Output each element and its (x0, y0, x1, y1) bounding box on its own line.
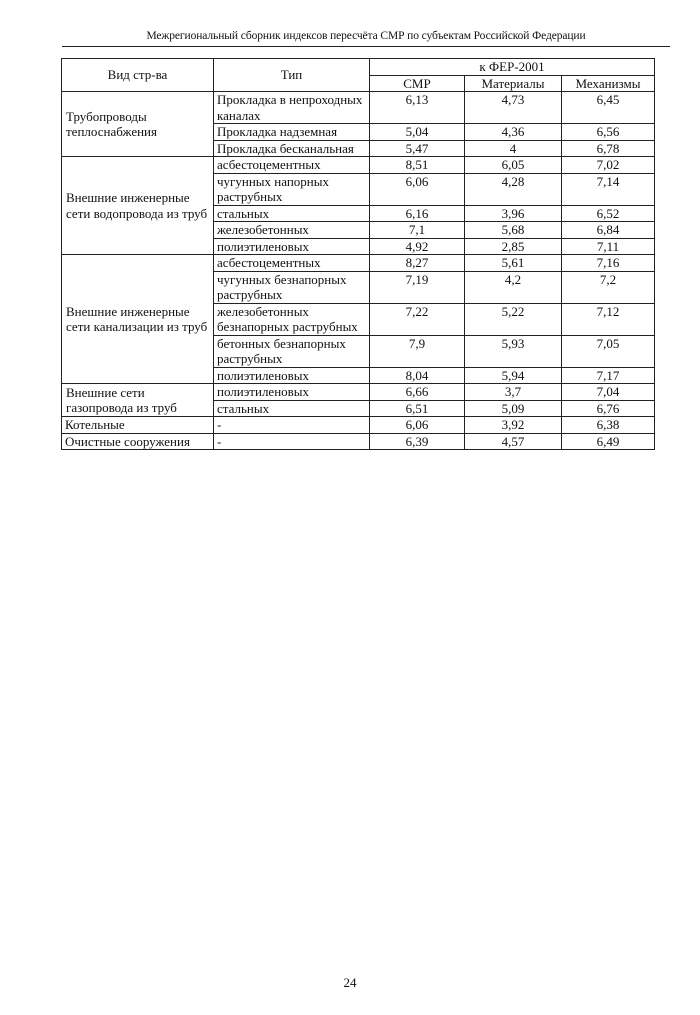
col-header-smr: СМР (370, 75, 465, 92)
smr-cell: 6,51 (370, 400, 465, 417)
header-rule (62, 46, 670, 47)
smr-cell: 5,04 (370, 124, 465, 141)
row-group-label: Очистные сооружения (62, 433, 214, 450)
materials-cell: 5,93 (465, 335, 562, 367)
table-row (62, 384, 655, 401)
smr-cell: 6,13 (370, 92, 465, 124)
mechanisms-cell: 7,04 (562, 384, 655, 401)
type-cell: асбестоцементных (214, 255, 370, 272)
type-cell: стальных (214, 205, 370, 222)
col-header-mechanisms: Механизмы (562, 75, 655, 92)
materials-cell: 4 (465, 140, 562, 157)
row-group-label: Внешние инженерные сети водопровода из труб (62, 157, 214, 255)
smr-cell: 8,51 (370, 157, 465, 174)
index-table (61, 58, 655, 450)
row-group-label: Трубопроводы теплоснабжения (62, 92, 214, 157)
smr-cell: 8,27 (370, 255, 465, 272)
col-header-vid: Вид стр-ва (62, 59, 214, 92)
mechanisms-cell: 7,17 (562, 367, 655, 384)
smr-cell: 6,66 (370, 384, 465, 401)
type-cell: Прокладка бесканальная (214, 140, 370, 157)
type-cell: - (214, 417, 370, 434)
page-number: 24 (343, 975, 357, 990)
smr-cell: 5,47 (370, 140, 465, 157)
type-cell: Прокладка надземная (214, 124, 370, 141)
materials-cell: 4,57 (465, 433, 562, 450)
mechanisms-cell: 7,14 (562, 173, 655, 205)
col-group-header: к ФЕР-2001 (370, 59, 655, 76)
type-cell: бетонных безнапорных раструбных (214, 335, 370, 367)
type-cell: стальных (214, 400, 370, 417)
mechanisms-cell: 7,02 (562, 157, 655, 174)
type-cell: полиэтиленовых (214, 367, 370, 384)
materials-cell: 5,61 (465, 255, 562, 272)
type-cell: асбестоцементных (214, 157, 370, 174)
mechanisms-cell: 7,16 (562, 255, 655, 272)
materials-cell: 3,92 (465, 417, 562, 434)
type-cell: полиэтиленовых (214, 238, 370, 255)
materials-cell: 4,2 (465, 271, 562, 303)
smr-cell: 7,22 (370, 303, 465, 335)
col-header-tip: Тип (214, 59, 370, 92)
mechanisms-cell: 6,84 (562, 222, 655, 239)
materials-cell: 5,09 (465, 400, 562, 417)
type-cell: чугунных напорных раструбных (214, 173, 370, 205)
materials-cell: 5,94 (465, 367, 562, 384)
type-cell: чугунных безнапорных раструбных (214, 271, 370, 303)
smr-cell: 6,06 (370, 173, 465, 205)
mechanisms-cell: 6,45 (562, 92, 655, 124)
materials-cell: 3,7 (465, 384, 562, 401)
row-group-label: Внешние инженерные сети канализации из труб (62, 255, 214, 384)
table-row (62, 417, 655, 434)
smr-cell: 8,04 (370, 367, 465, 384)
smr-cell: 7,19 (370, 271, 465, 303)
mechanisms-cell: 6,76 (562, 400, 655, 417)
smr-cell: 6,06 (370, 417, 465, 434)
type-cell: железобетонных безнапорных раструбных (214, 303, 370, 335)
table-row (62, 255, 655, 272)
materials-cell: 4,28 (465, 173, 562, 205)
mechanisms-cell: 6,52 (562, 205, 655, 222)
mechanisms-cell: 6,49 (562, 433, 655, 450)
materials-cell: 3,96 (465, 205, 562, 222)
type-cell: железобетонных (214, 222, 370, 239)
row-group-label: Внешние сети газопровода из труб (62, 384, 214, 417)
mechanisms-cell: 7,12 (562, 303, 655, 335)
materials-cell: 4,36 (465, 124, 562, 141)
mechanisms-cell: 6,56 (562, 124, 655, 141)
materials-cell: 5,22 (465, 303, 562, 335)
type-cell: полиэтиленовых (214, 384, 370, 401)
smr-cell: 6,16 (370, 205, 465, 222)
materials-cell: 6,05 (465, 157, 562, 174)
mechanisms-cell: 6,38 (562, 417, 655, 434)
smr-cell: 4,92 (370, 238, 465, 255)
col-header-materials: Материалы (465, 75, 562, 92)
running-header: Межрегиональный сборник индексов пересчёта СМР по субъектам Российской Федерации (146, 30, 586, 42)
mechanisms-cell: 7,2 (562, 271, 655, 303)
materials-cell: 4,73 (465, 92, 562, 124)
type-cell: Прокладка в непроходных каналах (214, 92, 370, 124)
table-row (62, 433, 655, 450)
smr-cell: 7,1 (370, 222, 465, 239)
mechanisms-cell: 7,05 (562, 335, 655, 367)
mechanisms-cell: 6,78 (562, 140, 655, 157)
row-group-label: Котельные (62, 417, 214, 434)
table-row (62, 92, 655, 124)
smr-cell: 7,9 (370, 335, 465, 367)
type-cell: - (214, 433, 370, 450)
materials-cell: 5,68 (465, 222, 562, 239)
mechanisms-cell: 7,11 (562, 238, 655, 255)
materials-cell: 2,85 (465, 238, 562, 255)
smr-cell: 6,39 (370, 433, 465, 450)
table-row (62, 157, 655, 174)
